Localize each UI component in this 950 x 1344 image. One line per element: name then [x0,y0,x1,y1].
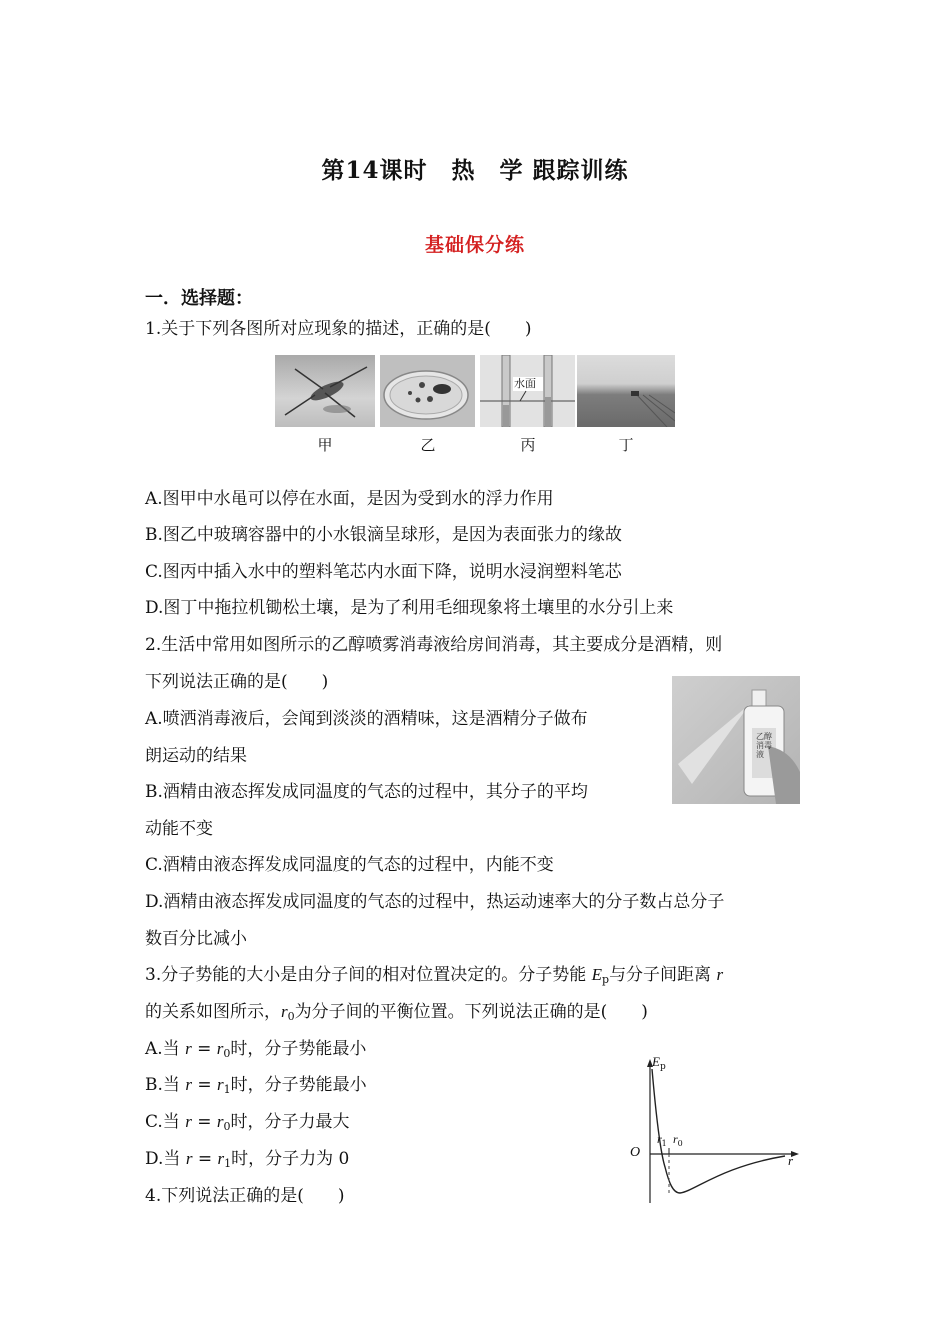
q2-option-c: C.酒精由液态挥发成同温度的气态的过程中，内能不变 [145,855,554,875]
figure-label-jia: 甲 [317,436,333,454]
r0-label: $r_0$ [673,1132,683,1148]
figure-label-yi: 乙 [420,436,436,454]
tractor-field-photo [577,355,675,427]
q1-figures [275,355,675,429]
figure-label-ding: 丁 [618,436,634,454]
q3-stem-line1: 3.分子势能的大小是由分子间的相对位置决定的。分子势能 $E_p$与分子间距离 r [145,965,724,986]
y-axis-label: $E_p$ [652,1054,666,1072]
page-title: 第14课时 热 学 跟踪训练 [321,157,629,184]
origin-label: O [630,1145,641,1160]
ep-curve [652,1069,785,1193]
tubes-photo [480,355,575,427]
q2-option-d-line1: D.酒精由液态挥发成同温度的气态的过程中，热运动速率大的分子数占总分子 [145,892,725,912]
q2-option-d-line2: 数百分比减小 [145,929,247,949]
q2-option-b-line2: 动能不变 [145,819,213,839]
q2-option-a-line2: 朗运动的结果 [145,746,247,766]
q1-option-b: B.图乙中玻璃容器中的小水银滴呈球形，是因为表面张力的缘故 [145,525,622,545]
spray-bottle-photo [672,676,800,804]
q1-option-d: D.图丁中拖拉机锄松土壤，是为了利用毛细现象将土壤里的水分引上来 [145,598,674,618]
section-heading: 一．选择题： [145,288,253,309]
q1-option-c: C.图丙中插入水中的塑料笔芯内水面下降，说明水浸润塑料笔芯 [145,562,622,582]
water-strider-photo [275,355,375,427]
r1-label: $r_1$ [657,1132,667,1148]
q2-stem-line2: 下列说法正确的是( ) [145,672,329,692]
petri-dish-photo [380,355,475,427]
q3-option-a: A.当 $r = r_0$时，分子势能最小 [145,1039,367,1060]
figure-label-bing: 丙 [520,436,536,454]
q1-option-a: A.图甲中水黾可以停在水面，是因为受到水的浮力作用 [145,489,554,509]
q3-option-c: C.当 $r = r_0$时，分子力最大 [145,1112,350,1133]
bottle-label: 乙醇消毒液 [756,732,772,759]
q3-option-d: D.当 $r = r_1$时，分子力为 0 [145,1149,350,1170]
q2-stem-line1: 2.生活中常用如图所示的乙醇喷雾消毒液给房间消毒，其主要成分是酒精，则 [145,635,723,655]
q2-option-b-line1: B.酒精由液态挥发成同温度的气态的过程中，其分子的平均 [145,782,588,802]
x-axis-label: r [788,1153,794,1168]
water-surface-annotation: 水面 [514,377,536,390]
q3-option-b: B.当 $r = r_1$时，分子势能最小 [145,1075,367,1096]
section-subtitle: 基础保分练 [424,234,525,256]
q2-option-a-line1: A.喷洒消毒液后，会闻到淡淡的酒精味，这是酒精分子做布 [145,709,588,729]
q4-stem: 4.下列说法正确的是( ) [145,1186,345,1206]
q1-stem: 1.关于下列各图所对应现象的描述，正确的是( ) [145,319,532,339]
potential-energy-graph [625,1055,805,1205]
q3-stem-line2: 的关系如图所示，$r_0$为分子间的平衡位置。下列说法正确的是( ) [145,1002,648,1023]
